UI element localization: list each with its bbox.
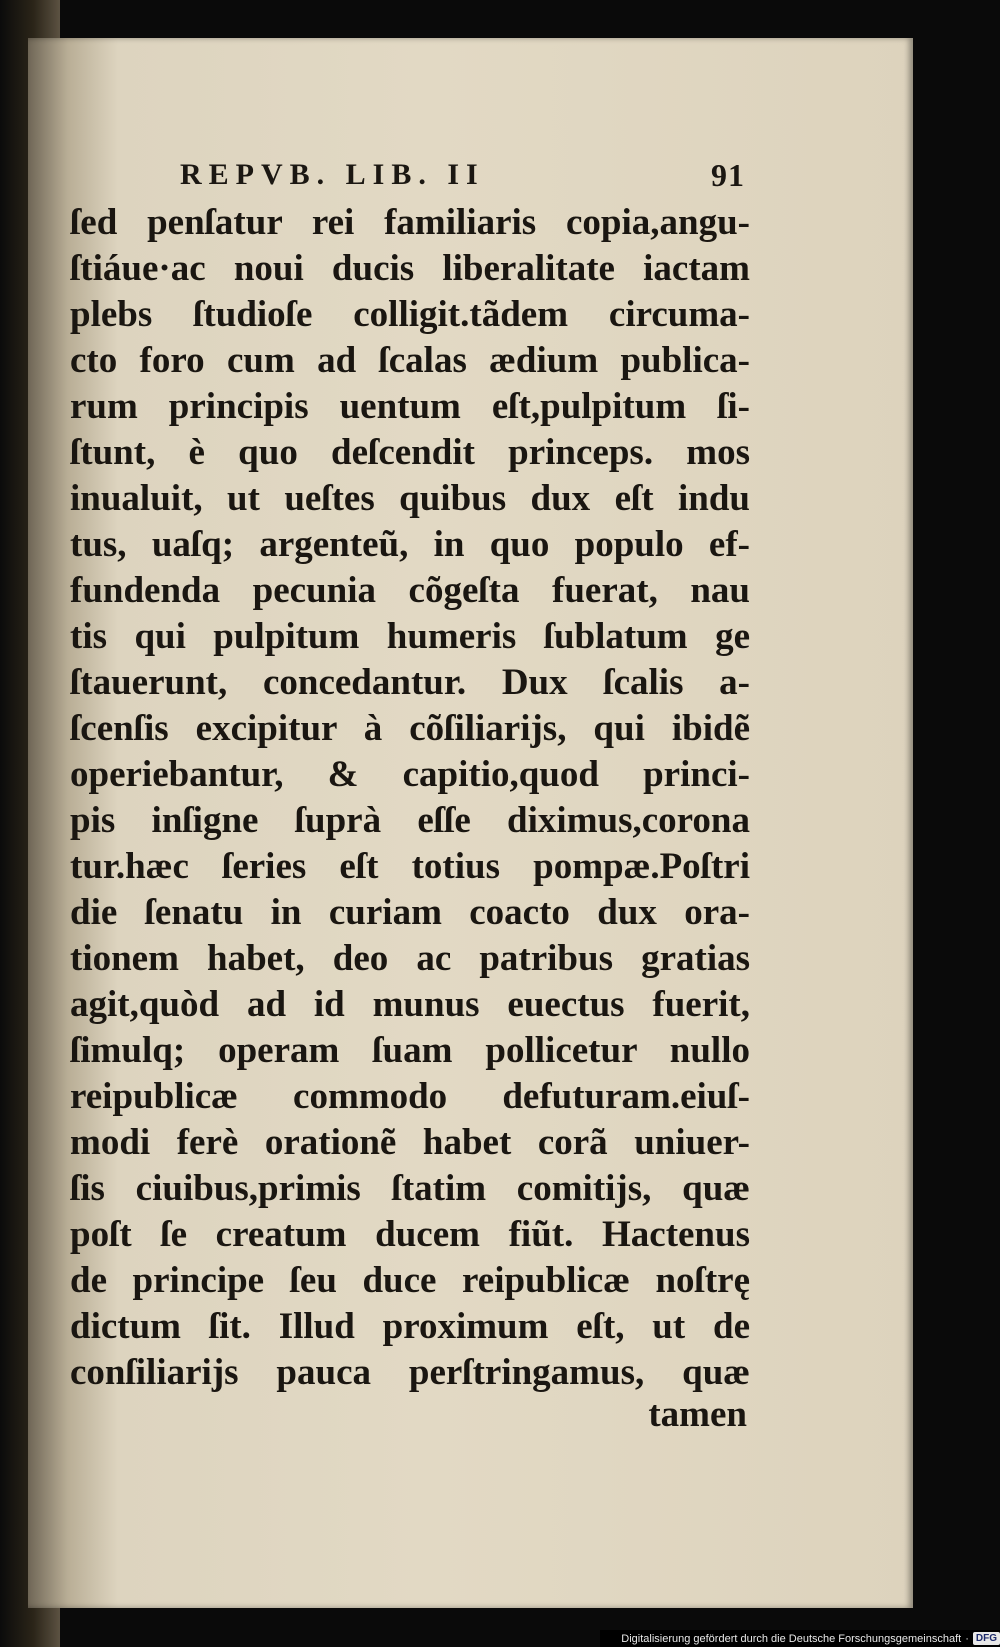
text-line: die ſenatu in curiam coacto dux ora- <box>70 892 750 933</box>
text-line: rum principis uentum eſt,pulpitum ſi- <box>70 386 750 427</box>
text-line: modi ferè orationẽ habet corã uniuer- <box>70 1122 750 1163</box>
text-line: pis inſigne ſuprà eſſe diximus,corona <box>70 800 750 841</box>
text-line: ſis ciuibus,primis ſtatim comitijs, quæ <box>70 1168 750 1209</box>
text-line: operiebantur, & capitio,quod princi- <box>70 754 750 795</box>
text-line: ſtunt, è quo deſcendit princeps. mos <box>70 432 750 473</box>
text-line: de principe ſeu duce reipublicæ noſtrę <box>70 1260 750 1301</box>
page-number: 91 <box>711 156 745 193</box>
body-text <box>70 200 750 1396</box>
text-line: ſcenſis excipitur à cõſiliarijs, qui ibidẽ <box>70 708 750 749</box>
text-line: tus, uaſq; argenteũ, in quo populo ef- <box>70 524 750 565</box>
dfg-logo: DFG <box>973 1632 1000 1645</box>
text-line: ſimulq; operam ſuam pollicetur nullo <box>70 1030 750 1071</box>
text-line: tionem habet, deo ac patribus gratias <box>70 938 750 979</box>
text-line: poſt ſe creatum ducem fiũt. Hactenus <box>70 1214 750 1255</box>
text-line: tur.hæc ſeries eſt totius pompæ.Poſtri <box>70 846 750 887</box>
text-line: ſtiáue·ac noui ducis liberalitate iactam <box>70 248 750 289</box>
text-line: ſed penſatur rei familiaris copia,angu- <box>70 202 750 243</box>
catchword: tamen <box>648 1394 747 1435</box>
text-line: cto foro cum ad ſcalas ædium publica- <box>70 340 750 381</box>
text-line: conſiliarijs pauca perſtringamus, quæ <box>70 1352 750 1393</box>
text-line: dictum ſit. Illud proximum eſt, ut de <box>70 1306 750 1347</box>
text-line: agit,quòd ad id munus euectus fuerit, <box>70 984 750 1025</box>
text-line: tis qui pulpitum humeris ſublatum ge <box>70 616 750 657</box>
running-head <box>180 155 745 195</box>
text-line: reipublicæ commodo defuturam.eiuſ- <box>70 1076 750 1117</box>
footer-text: Digitalisierung gefördert durch die Deutsche Forschungsgemeinschaft <box>621 1632 962 1645</box>
text-line: fundenda pecunia cõgeſta fuerat, nau <box>70 570 750 611</box>
text-line: ſtauerunt, concedantur. Dux ſcalis a- <box>70 662 750 703</box>
text-line: plebs ſtudioſe colligit.tãdem circuma- <box>70 294 750 335</box>
running-head-title: REPVB. LIB. II <box>180 158 485 191</box>
footer-credit: Digitalisierung gefördert durch die Deutsche Forschungsgemeinschaft · DFG <box>600 1630 1000 1647</box>
text-line: inualuit, ut ueſtes quibus dux eſt indu <box>70 478 750 519</box>
